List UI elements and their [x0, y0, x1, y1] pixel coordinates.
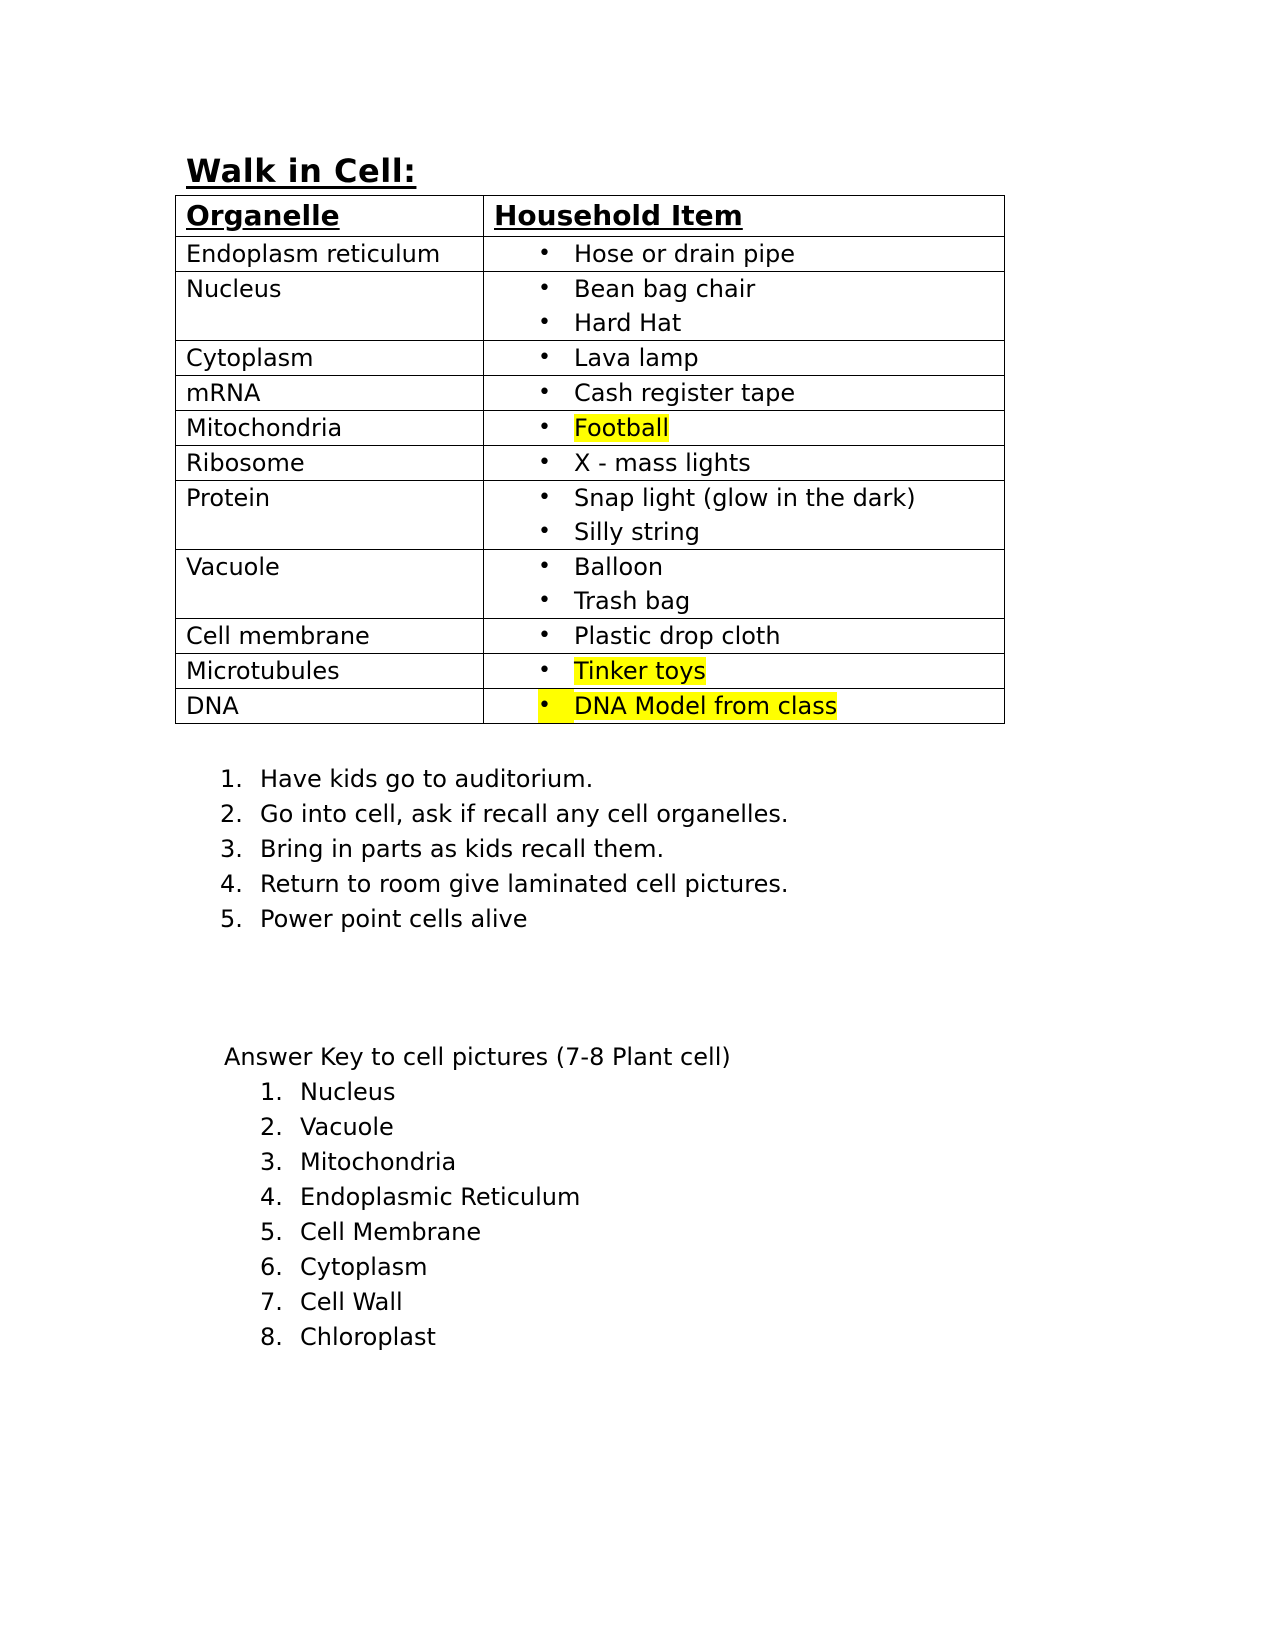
- list-item: [534, 411, 994, 445]
- household-item-list: [494, 619, 994, 653]
- list-number: 4.: [220, 870, 243, 898]
- bullet-icon: •: [538, 415, 551, 440]
- table-header-row: [176, 196, 1005, 237]
- bullet-icon: •: [538, 658, 551, 683]
- list-number: 3.: [260, 1148, 283, 1176]
- table-row: [176, 446, 1005, 481]
- household-item-text: Trash bag: [574, 587, 691, 615]
- table-row: [176, 550, 1005, 619]
- answer-key-list: [260, 1075, 580, 1355]
- list-text: Vacuole: [300, 1113, 394, 1141]
- household-item-list: [494, 654, 994, 688]
- list-text: Endoplasmic Reticulum: [300, 1183, 581, 1211]
- organelle-table: [175, 195, 1005, 724]
- list-number: 3.: [220, 835, 243, 863]
- table-row: [176, 376, 1005, 411]
- list-text: Have kids go to auditorium.: [260, 765, 594, 793]
- list-item: [534, 446, 994, 480]
- table-body: [176, 237, 1005, 724]
- household-item-text: Tinker toys: [574, 657, 706, 685]
- organelle-cell: Ribosome: [176, 446, 484, 481]
- list-text: Bring in parts as kids recall them.: [260, 835, 665, 863]
- page-title: Walk in Cell:: [186, 152, 417, 190]
- list-item: [534, 619, 994, 653]
- household-item-cell: [484, 619, 1005, 654]
- table-row: [176, 411, 1005, 446]
- list-text: Cell Wall: [300, 1288, 403, 1316]
- organelle-cell: Endoplasm reticulum: [176, 237, 484, 272]
- household-item-cell: [484, 654, 1005, 689]
- household-item-cell: [484, 689, 1005, 724]
- bullet-icon: •: [538, 345, 551, 370]
- household-item-list: [494, 550, 994, 618]
- list-text: Power point cells alive: [260, 905, 528, 933]
- household-item-cell: [484, 411, 1005, 446]
- household-item-cell: [484, 550, 1005, 619]
- household-item-text: Snap light (glow in the dark): [574, 484, 916, 512]
- household-item-text: X - mass lights: [574, 449, 751, 477]
- list-item: [534, 689, 994, 723]
- list-item: [260, 1145, 580, 1180]
- organelle-cell: mRNA: [176, 376, 484, 411]
- household-item-cell: [484, 446, 1005, 481]
- bullet-icon: •: [538, 554, 551, 579]
- table-row: [176, 481, 1005, 550]
- list-number: 1.: [260, 1078, 283, 1106]
- list-text: Nucleus: [300, 1078, 396, 1106]
- steps-list: [220, 762, 788, 937]
- bullet-icon: •: [538, 485, 551, 510]
- organelle-cell: Cell membrane: [176, 619, 484, 654]
- table-row: [176, 654, 1005, 689]
- list-number: 5.: [220, 905, 243, 933]
- household-item-list: [494, 341, 994, 375]
- bullet-icon: •: [538, 276, 551, 301]
- bullet-icon: •: [538, 623, 551, 648]
- household-item-cell: [484, 272, 1005, 341]
- household-item-cell: [484, 481, 1005, 550]
- household-item-list: [494, 237, 994, 271]
- list-number: 8.: [260, 1323, 283, 1351]
- household-item-list: [494, 376, 994, 410]
- household-item-list: [494, 272, 994, 340]
- household-item-cell: [484, 237, 1005, 272]
- household-item-text: Bean bag chair: [574, 275, 756, 303]
- household-item-text: Balloon: [574, 553, 664, 581]
- organelle-cell: Microtubules: [176, 654, 484, 689]
- list-number: 1.: [220, 765, 243, 793]
- household-item-cell: [484, 376, 1005, 411]
- household-item-text: Lava lamp: [574, 344, 699, 372]
- list-item: [260, 1285, 580, 1320]
- list-item: [534, 341, 994, 375]
- household-item-list: [494, 481, 994, 549]
- list-text: Mitochondria: [300, 1148, 457, 1176]
- list-text: Chloroplast: [300, 1323, 436, 1351]
- answer-key-title: Answer Key to cell pictures (7-8 Plant cell): [224, 1043, 731, 1071]
- list-item: [534, 654, 994, 688]
- list-item: [534, 237, 994, 271]
- table-row: [176, 272, 1005, 341]
- list-item: [220, 832, 788, 867]
- list-item: [534, 272, 994, 306]
- household-item-text: Hose or drain pipe: [574, 240, 796, 268]
- household-item-text: DNA Model from class: [574, 692, 838, 720]
- bullet-icon: •: [538, 519, 551, 544]
- list-number: 2.: [260, 1113, 283, 1141]
- organelle-cell: Nucleus: [176, 272, 484, 341]
- list-text: Cell Membrane: [300, 1218, 482, 1246]
- list-item: [220, 762, 788, 797]
- list-item: [534, 584, 994, 618]
- list-item: [534, 376, 994, 410]
- table-row: [176, 237, 1005, 272]
- table-row: [176, 341, 1005, 376]
- table-row: [176, 689, 1005, 724]
- list-item: [220, 902, 788, 937]
- list-number: 6.: [260, 1253, 283, 1281]
- organelle-cell: Cytoplasm: [176, 341, 484, 376]
- list-item: [260, 1215, 580, 1250]
- organelle-cell: Protein: [176, 481, 484, 550]
- list-item: [260, 1250, 580, 1285]
- list-item: [534, 550, 994, 584]
- household-item-text: Cash register tape: [574, 379, 796, 407]
- table-row: [176, 619, 1005, 654]
- household-item-text: Plastic drop cloth: [574, 622, 781, 650]
- list-text: Return to room give laminated cell pictures.: [260, 870, 789, 898]
- list-number: 2.: [220, 800, 243, 828]
- household-item-list: [494, 689, 994, 723]
- list-text: Go into cell, ask if recall any cell organelles.: [260, 800, 789, 828]
- organelle-cell: Mitochondria: [176, 411, 484, 446]
- list-number: 4.: [260, 1183, 283, 1211]
- list-item: [534, 481, 994, 515]
- list-number: 7.: [260, 1288, 283, 1316]
- list-item: [260, 1110, 580, 1145]
- bullet-icon: •: [538, 380, 551, 405]
- bullet-icon: •: [538, 241, 551, 266]
- bullet-icon: •: [538, 310, 551, 335]
- list-item: [534, 515, 994, 549]
- list-item: [260, 1180, 580, 1215]
- bullet-icon: •: [538, 689, 574, 723]
- header-household-item: Household Item: [484, 196, 1005, 237]
- household-item-list: [494, 411, 994, 445]
- household-item-text: Silly string: [574, 518, 700, 546]
- header-organelle: Organelle: [176, 196, 484, 237]
- household-item-text: Football: [574, 414, 670, 442]
- household-item-text: Hard Hat: [574, 309, 682, 337]
- organelle-cell: Vacuole: [176, 550, 484, 619]
- bullet-icon: •: [538, 588, 551, 613]
- bullet-icon: •: [538, 450, 551, 475]
- household-item-cell: [484, 341, 1005, 376]
- list-item: [220, 867, 788, 902]
- household-item-list: [494, 446, 994, 480]
- list-item: [260, 1075, 580, 1110]
- list-item: [260, 1320, 580, 1355]
- list-number: 5.: [260, 1218, 283, 1246]
- list-item: [534, 306, 994, 340]
- list-item: [220, 797, 788, 832]
- list-text: Cytoplasm: [300, 1253, 428, 1281]
- organelle-cell: DNA: [176, 689, 484, 724]
